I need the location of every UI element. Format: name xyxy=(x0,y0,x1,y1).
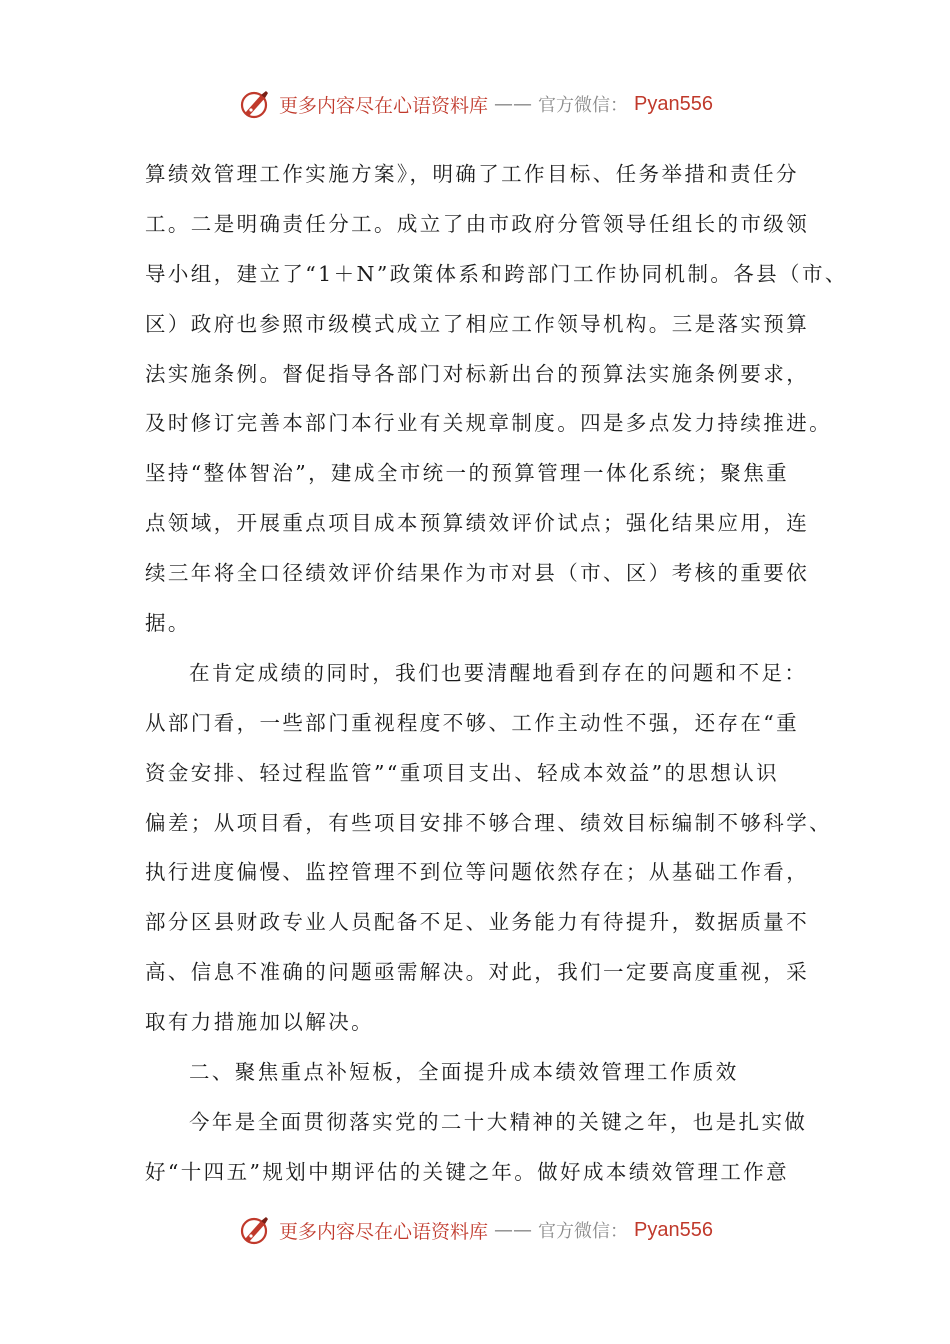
watermark-wechat-label: 官方微信： xyxy=(538,1221,629,1242)
body-line: 区）政府也参照市级模式成立了相应工作领导机构。三是落实预算 xyxy=(145,311,810,336)
body-line: 从部门看，一些部门重视程度不够、工作主动性不强，还存在“重 xyxy=(145,710,800,735)
paragraph-start-line: 今年是全面贯彻落实党的二十大精神的关键之年，也是扎实做 xyxy=(189,1109,808,1134)
watermark-wechat-label: 官方微信： xyxy=(538,95,629,116)
watermark-dash: —— xyxy=(494,1219,533,1241)
watermark-brand-text: 更多内容尽在心语资料库 xyxy=(279,94,489,117)
body-line: 续三年将全口径绩效评价结果作为市对县（市、区）考核的重要依 xyxy=(145,561,810,586)
body-line: 资金安排、轻过程监管”“重项目支出、轻成本效益”的思想认识 xyxy=(145,760,780,785)
watermark-wechat-id: Pyan556 xyxy=(634,1218,713,1241)
body-line: 偏差；从项目看，有些项目安排不够合理、绩效目标编制不够科学、 xyxy=(145,810,832,835)
body-line: 好“十四五”规划中期评估的关键之年。做好成本绩效管理工作意 xyxy=(145,1159,790,1184)
pen-nib-icon xyxy=(237,86,273,122)
body-line: 法实施条例。督促指导各部门对标新出台的预算法实施条例要求， xyxy=(145,361,810,386)
body-line: 坚持“整体智治”，建成全市统一的预算管理一体化系统；聚焦重 xyxy=(145,461,790,486)
document-body xyxy=(145,150,848,1198)
footer-watermark-banner xyxy=(0,1210,950,1250)
watermark-wechat-id: Pyan556 xyxy=(634,92,713,115)
watermark-dash: —— xyxy=(494,93,533,115)
body-line: 工。二是明确责任分工。成立了由市政府分管领导任组长的市级领 xyxy=(145,211,810,236)
body-line: 据。 xyxy=(145,611,191,636)
body-line: 导小组，建立了“1＋N”政策体系和跨部门工作协同机制。各县（市、 xyxy=(145,261,848,286)
paragraph-start-line: 在肯定成绩的同时，我们也要清醒地看到存在的问题和不足： xyxy=(189,660,808,685)
watermark-brand-text: 更多内容尽在心语资料库 xyxy=(279,1220,489,1243)
section-heading: 二、聚焦重点补短板，全面提升成本绩效管理工作质效 xyxy=(189,1060,739,1085)
body-line: 取有力措施加以解决。 xyxy=(145,1010,374,1035)
body-line: 高、信息不准确的问题亟需解决。对此，我们一定要高度重视，采 xyxy=(145,960,810,985)
body-line: 算绩效管理工作实施方案》，明确了工作目标、任务举措和责任分 xyxy=(145,162,799,186)
pen-nib-icon xyxy=(237,1212,273,1248)
header-watermark-banner xyxy=(0,84,950,124)
body-line: 部分区县财政专业人员配备不足、业务能力有待提升，数据质量不 xyxy=(145,910,810,935)
body-line: 点领域，开展重点项目成本预算绩效评价试点；强化结果应用，连 xyxy=(145,511,810,536)
body-line: 及时修订完善本部门本行业有关规章制度。四是多点发力持续推进。 xyxy=(145,411,832,436)
body-line: 执行进度偏慢、监控管理不到位等问题依然存在；从基础工作看， xyxy=(145,860,810,885)
